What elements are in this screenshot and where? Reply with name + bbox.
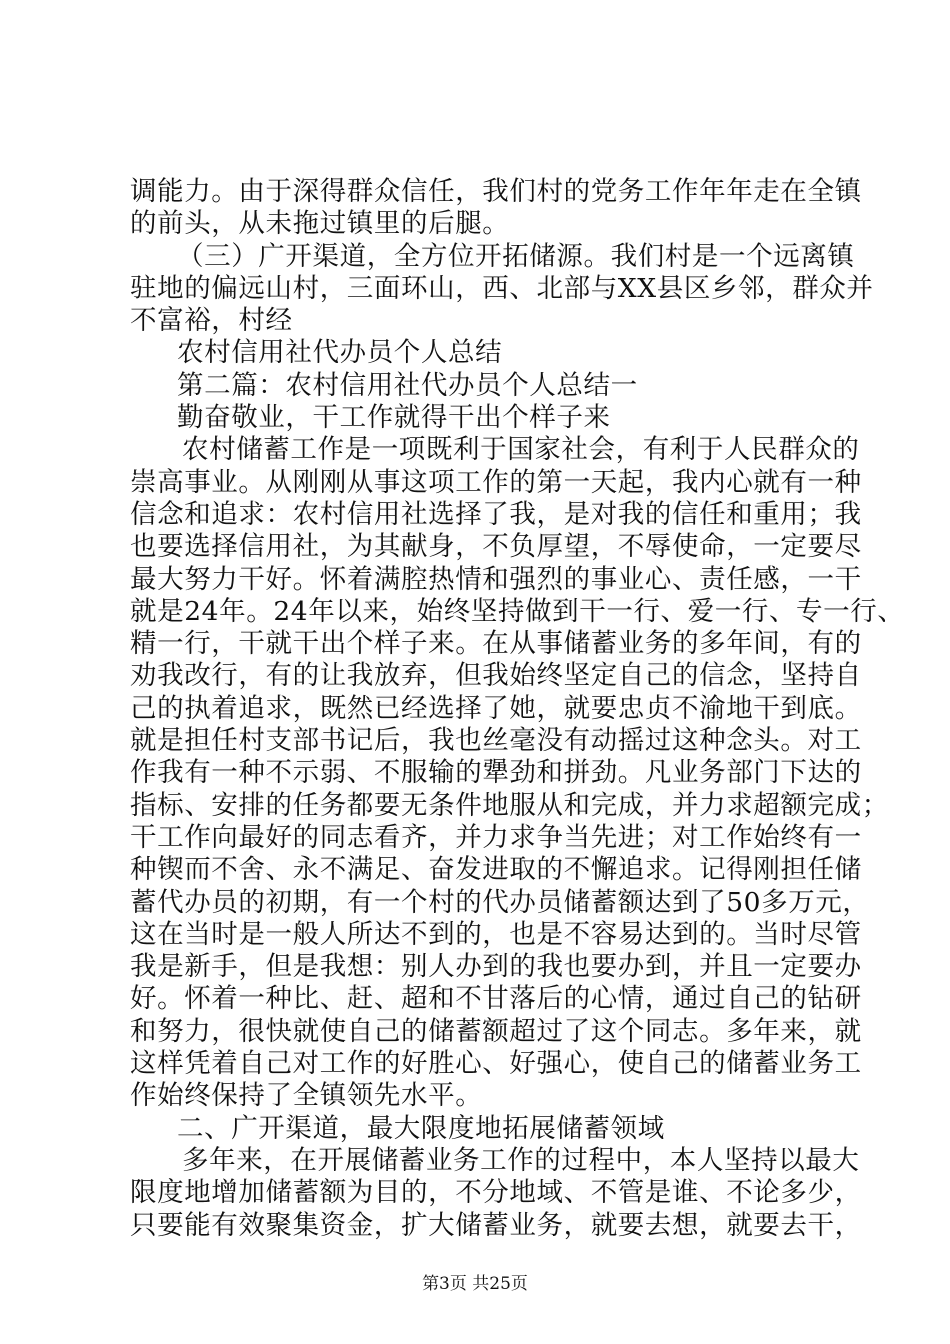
text-line: 好。怀着一种比、赶、超和不甘落后的心情，通过自己的钻研 [130,983,862,1015]
text-line: 己的执着追求，既然已经选择了她，就要忠贞不渝地干到底。 [130,692,862,724]
text-line: 调能力。由于深得群众信任，我们村的党务工作年年走在全镇 [130,176,862,207]
text-line: 就是24年。24年以来，始终坚持做到干一行、爱一行、专一行、 [130,595,905,627]
section-heading: 勤奋敬业，干工作就得干出个样子来 [177,402,611,434]
text-line: 多年来，在开展储蓄业务工作的过程中，本人坚持以最大 [182,1144,860,1176]
text-line: 这在当时是一般人所达不到的，也是不容易达到的。当时尽管 [130,918,862,950]
text-line: 就是担任村支部书记后，我也丝毫没有动摇过这种念头。对工 [130,725,862,757]
page-number-footer: 第3页 共25页 [422,1274,528,1294]
text-line: 劝我改行，有的让我放弃，但我始终坚定自己的信念，坚持自 [130,660,862,692]
text-line: 崇高事业。从刚刚从事这项工作的第一天起，我内心就有一种 [130,466,862,498]
section-title: 农村信用社代办员个人总结 [177,337,503,369]
text-line: 指标、安排的任务都要无条件地服从和完成，并力求超额完成； [130,789,889,821]
text-line: 农村储蓄工作是一项既利于国家社会，有利于人民群众的 [182,434,860,466]
text-line: 的前头，从未拖过镇里的后腿。 [130,208,510,240]
text-line: 和努力，很快就使自己的储蓄额超过了这个同志。多年来，就 [130,1015,862,1047]
section-heading: 二、广开渠道，最大限度地拓展储蓄领域 [177,1112,665,1144]
text-line: 也要选择信用社，为其献身，不负厚望，不辱使命，一定要尽 [130,531,862,563]
text-line: 干工作向最好的同志看齐，并力求争当先进；对工作始终有一 [130,821,862,853]
text-line: 我是新手，但是我想：别人办到的我也要办到，并且一定要办 [130,951,862,983]
text-line: 这样凭着自己对工作的好胜心、好强心，使自己的储蓄业务工 [130,1048,862,1080]
text-line: 信念和追求：农村信用社选择了我，是对我的信任和重用；我 [130,498,862,530]
text-line: 驻地的偏远山村，三面环山，西、北部与XX县区乡邻，群众并 [130,272,874,304]
text-line: 作我有一种不示弱、不服输的犟劲和拼劲。凡业务部门下达的 [130,757,862,789]
text-line: 精一行，干就干出个样子来。在从事储蓄业务的多年间，有的 [130,628,862,660]
text-line: 作始终保持了全镇领先水平。 [130,1080,483,1112]
text-line: 蓄代办员的初期，有一个村的代办员储蓄额达到了50多万元， [130,886,870,918]
document-body [130,176,905,1242]
text-line: 最大努力干好。怀着满腔热情和强烈的事业心、责任感，一干 [130,563,862,595]
text-line: 限度地增加储蓄额为目的，不分地域、不管是谁、不论多少， [130,1177,862,1209]
text-line: （三）广开渠道，全方位开拓储源。我们村是一个远离镇 [177,240,855,272]
text-line: 只要能有效聚集资金，扩大储蓄业务，就要去想，就要去干， [130,1209,862,1241]
section-title: 第二篇：农村信用社代办员个人总结一 [177,369,638,401]
text-line: 不富裕，村经 [130,305,293,337]
text-line: 种锲而不舍、永不满足、奋发进取的不懈追求。记得刚担任储 [130,854,862,886]
